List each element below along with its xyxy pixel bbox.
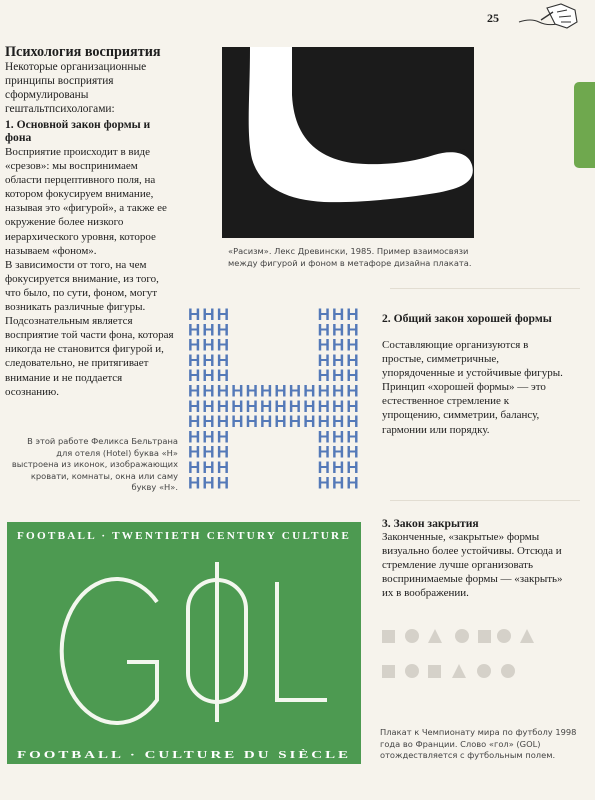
hotel-h-glyph: H: [202, 366, 215, 386]
page-number: 25: [487, 11, 499, 25]
hotel-h-glyph: H: [317, 412, 330, 432]
section-3-text: Законченные, «закрытые» формы визуально более устойчивы. Отсюда и стремление лучше организовать воспринимаемые формы — «закрыть» их в воображении.: [382, 531, 563, 600]
hotel-h-glyph: H: [216, 306, 230, 324]
poster-caption: Плакат к Чемпионату мира по футболу 1998 года во Франции. Слово «гол» (GOL) отождествляется с футбольным полем.: [380, 727, 577, 760]
hotel-h-glyph: H: [317, 366, 330, 386]
hotel-h-glyph: H: [317, 458, 330, 477]
hotel-h-glyph: H: [332, 366, 345, 386]
hotel-h-glyph: H: [346, 320, 359, 340]
hotel-h-glyph: H: [346, 306, 359, 324]
hotel-h-glyph: H: [346, 396, 359, 416]
hotel-h-glyph: H: [231, 396, 244, 416]
hotel-h-glyph: H: [303, 396, 316, 416]
hotel-h-glyph: H: [202, 412, 215, 432]
hotel-h-glyph: H: [346, 458, 359, 477]
paragraph: Восприятие происходит в виде «срезов»: мы воспринимаем области перцептивного поля, на котором фокусируем внимание, называя это «фигурой», а также ее окружение более низкого иерархического уровня, которое называем «фоном».: [5, 146, 167, 257]
hotel-h-glyph: H: [346, 366, 359, 386]
chapter-side-tab: [574, 82, 595, 168]
divider: [390, 500, 580, 501]
hotel-h-glyph: H: [245, 412, 258, 432]
divider: [390, 288, 580, 289]
poster-top-text: FOOTBALL · TWENTIETH CENTURY CULTURE: [17, 530, 351, 542]
hotel-h-glyph: H: [216, 381, 230, 401]
hotel-h-glyph: H: [188, 381, 201, 401]
hotel-h-glyph: H: [317, 335, 330, 355]
hotel-h-glyph: H: [202, 442, 215, 462]
section-1-text: [5, 145, 175, 399]
photo-caption: «Расизм». Лекс Древински, 1985. Пример взаимосвязи между фигурой и фоном в метафоре дизайна плаката.: [228, 246, 472, 268]
hotel-h-glyph: H: [332, 396, 345, 416]
hotel-h-glyph: H: [332, 306, 345, 324]
hotel-h-glyph: H: [216, 473, 230, 490]
hotel-h-glyph: H: [332, 473, 345, 490]
hotel-h-glyph: H: [202, 320, 215, 340]
hotel-h-glyph: H: [188, 458, 201, 477]
hotel-h-glyph: H: [288, 412, 302, 432]
hotel-h-glyph: H: [188, 442, 201, 462]
hotel-h-glyph: H: [202, 306, 215, 324]
hotel-h-glyph: H: [216, 442, 230, 462]
hotel-h-glyph: H: [202, 458, 215, 477]
hotel-h-glyph: H: [245, 381, 258, 401]
hotel-h-glyph: H: [317, 396, 330, 416]
hotel-h-glyph: H: [202, 381, 215, 401]
hotel-h-glyph: H: [346, 350, 359, 370]
hotel-h-glyph: H: [346, 473, 359, 490]
hotel-h-glyph: H: [202, 473, 215, 490]
hotel-h-glyph: H: [188, 350, 201, 370]
section-2-text: Составляющие организуются в простые, симметричные, упорядоченные и устойчивые фигуры. Принцип «хорошей формы» — это естественное стремление к упрощению, симметрии, балансу, гармонии или порядку.: [382, 339, 563, 436]
hotel-h-glyph: H: [332, 412, 345, 432]
hotel-h-glyph: H: [216, 427, 230, 447]
hotel-h-glyph: H: [231, 381, 244, 401]
hotel-h-glyph: H: [202, 335, 215, 355]
hotel-h-glyph: H: [317, 381, 330, 401]
section-3-title: 3. Закон закрытия: [382, 517, 479, 530]
hotel-h-glyph: H: [346, 442, 359, 462]
hotel-h-glyph: H: [332, 442, 345, 462]
hotel-h-glyph: H: [188, 473, 201, 490]
hotel-h-glyph: H: [188, 306, 201, 324]
hotel-h-glyph: H: [216, 350, 230, 370]
hotel-h-glyph: H: [317, 427, 330, 447]
intro-text: Некоторые организационные принципы восприятия сформулированы гештальтпсихологами:: [5, 61, 147, 115]
hotel-h-glyph: H: [202, 350, 215, 370]
hotel-h-glyph: H: [317, 473, 330, 490]
hotel-h-glyph: H: [332, 381, 345, 401]
poster-bottom-text: FOOTBALL · CULTURE DU SIÈCLE: [17, 750, 241, 761]
hotel-h-glyph: H: [202, 396, 215, 416]
hotel-h-glyph: H: [188, 366, 201, 386]
racism-poster-image: [222, 47, 474, 238]
hotel-h-glyph: H: [260, 381, 273, 401]
section-1-title: 1. Основной закон формы и фона: [5, 118, 151, 144]
hotel-h-glyph: H: [317, 442, 330, 462]
hotel-h-glyph: H: [332, 320, 345, 340]
hotel-h-glyph: H: [188, 412, 201, 432]
writing-hand-icon: [517, 2, 579, 37]
page-title: Психология восприятия: [5, 44, 161, 60]
hotel-h-glyph: H: [332, 427, 345, 447]
hotel-h-glyph: H: [346, 335, 359, 355]
hotel-h-glyph: H: [202, 427, 215, 447]
hotel-h-glyph: H: [188, 335, 201, 355]
hotel-h-glyph: H: [332, 335, 345, 355]
hotel-h-glyph: H: [288, 381, 302, 401]
hotel-h-glyph: H: [216, 412, 230, 432]
hotel-h-glyph: H: [317, 306, 330, 324]
hotel-h-artwork: [188, 306, 368, 490]
hotel-h-glyph: H: [188, 320, 201, 340]
hotel-h-glyph: H: [303, 381, 316, 401]
hotel-h-glyph: H: [332, 350, 345, 370]
section-2-title: 2. Общий закон хорошей формы: [382, 312, 552, 325]
hotel-h-glyph: H: [231, 412, 244, 432]
hotel-h-glyph: H: [274, 412, 287, 432]
hotel-h-glyph: H: [216, 458, 230, 477]
hotel-h-glyph: H: [216, 320, 230, 340]
hotel-h-glyph: H: [260, 396, 273, 416]
hotel-h-glyph: H: [216, 335, 230, 355]
paragraph: Подсознательным является восприятие той части фона, которая никогда не становится фигурой и, следовательно, не притягивает внимание и не поддается осознанию.: [5, 315, 174, 398]
hotel-h-glyph: H: [260, 412, 273, 432]
hotel-h-glyph: H: [317, 320, 330, 340]
hotel-h-glyph: H: [216, 366, 230, 386]
paragraph: В зависимости от того, на чем фокусируется внимание, из того, что было, по сути, фоном, могут возникать различные фигуры.: [5, 258, 159, 314]
hotel-h-glyph: H: [274, 381, 287, 401]
hotel-h-glyph: H: [288, 396, 302, 416]
hotel-caption: В этой работе Феликса Бельтрана для отеля (Hotel) буква «Н» выстроена из иконок, изображающих кровати, комнаты, окна или саму букву «Н».: [11, 436, 178, 492]
faint-shapes: [380, 625, 580, 710]
hotel-h-glyph: H: [317, 350, 330, 370]
hotel-h-glyph: H: [188, 396, 201, 416]
hotel-h-glyph: H: [346, 381, 359, 401]
hotel-h-glyph: H: [274, 396, 287, 416]
gol-poster-image: [7, 522, 361, 764]
hotel-h-glyph: H: [346, 427, 359, 447]
hotel-h-glyph: H: [245, 396, 258, 416]
hotel-h-glyph: H: [346, 412, 359, 432]
hotel-h-glyph: H: [188, 427, 201, 447]
hotel-h-glyph: H: [303, 412, 316, 432]
hotel-h-glyph: H: [216, 396, 230, 416]
hotel-h-glyph: H: [332, 458, 345, 477]
